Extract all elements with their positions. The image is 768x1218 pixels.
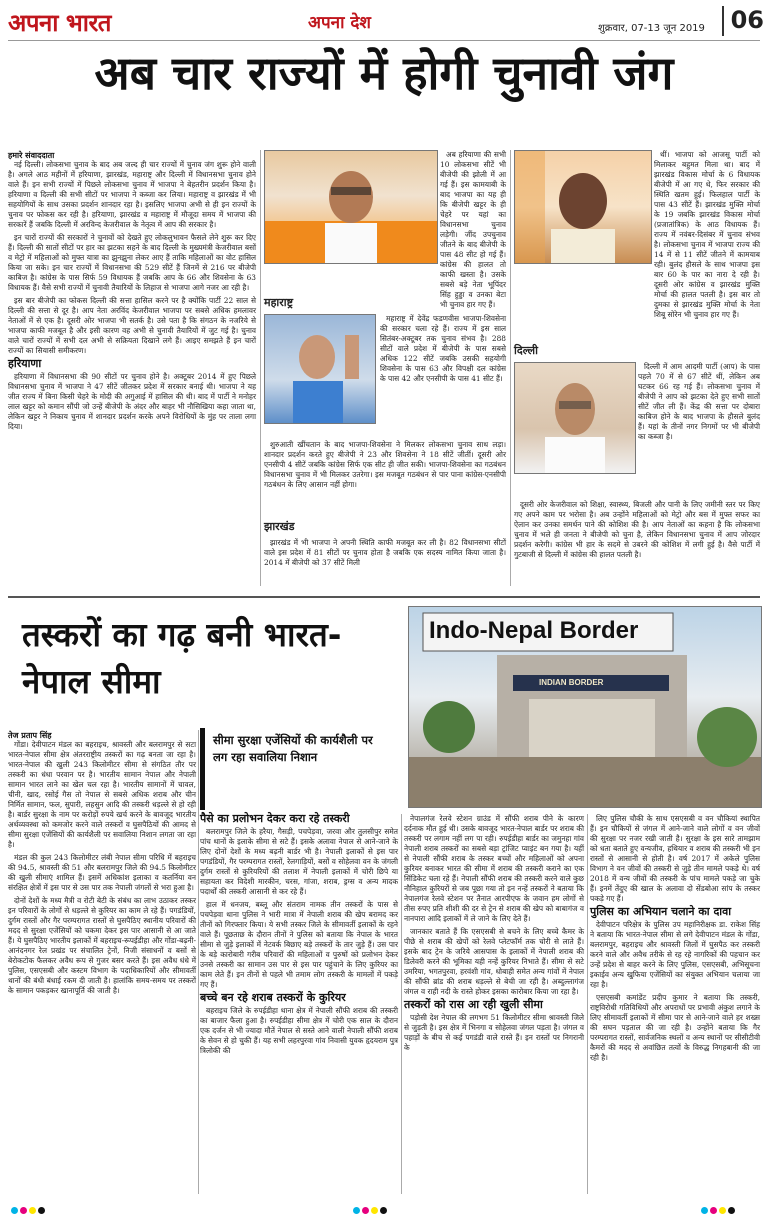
khattar-photo-art — [265, 315, 375, 423]
delhi-subhead: दिल्ली — [514, 344, 538, 357]
column-rule — [587, 814, 588, 1194]
jharkhand-paragraph: झारखंड में भी भाजपा ने अपनी स्थिति काफी मजबूत कर ली है। 82 विधानसभा सीटों वाले इस प्रदेश में 81 सीटों पर चुनाव होता है जबकि एक सदस्य नामित किया जाता है। 2014 में बीजेपी को 37 सीटें मिली — [264, 538, 506, 567]
delhi-paragraph: दिल्ली में आम आदमी पार्टी (आप) के पास पहले 70 में से 67 सीटें थीं, लेकिन अब घटकर 66 रह गई हैं। लोकसभा चुनाव में बीजेपी ने आप को झटका देते हुए सभी सातों सीटें जीत ली हैं। केंद्र की सत्ता पर दोबारा काबिज होने के बाद भाजपा के हौसले बुलंद हैं। यहां के तीनों नगर निगमों पर भी बीजेपी का कब्जा है। — [638, 362, 760, 441]
story2-headline: तस्करों का गढ़ बनी भारत-नेपाल सीमा — [22, 615, 342, 701]
column-rule — [401, 814, 402, 1194]
delhi-paragraph-2: दूसरी ओर केजरीवाल को शिक्षा, स्वास्थ्य, बिजली और पानी के लिए जमीनी स्तर पर किए गए अपने काम पर भरोसा है। अब उन्होंने महिलाओं को मेट्रो और बस में मुफ्त सफर का ऐलान कर उनका समर्थन पाने की कोशिश की है। आप नेताओं का कहना है कि लोकसभा चुनाव में भले ही जनता ने बीजेपी को चुना है, लेकिन विधानसभा चुनाव में आप जोरदार प्रदर्शन करेगी। कांग्रेस भी हार के सदमे से उबरने की कोशिश में लगी हुई है। वैसे पार्टी में गुटबाजी से दिल्ली में कांग्रेस की हालत पतली है। — [514, 500, 760, 559]
story2-paragraph: लिए पुलिस चौकी के साथ एसएसबी व वन चौकियां स्थापित हैं। इन चौकियों से जंगल में आने-जाने वाले लोगों व वन जीवों की सुरक्षा पर नजर रखी जाती है। सुरक्षा के इस सारे तामझाम को धता बताते हुए वन्यजीव, हथियार व शराब की तस्करी भी इन रास्तों से आसानी से होती है। वर्ष 2017 में अकेले पुलिस विभाग ने वन जीवों की तस्करी से जुड़े तीन मामले पकड़े थे। वर्ष 2018 में वन्य जीवों की तस्करी के पांच मामले पकड़े जा चुके हैं। इनमें तेंदुए की खाल के अलावा दो सेंडबोआ सांप के तस्कर पकड़े गए हैं। — [590, 814, 760, 903]
story1-paragraph: अब हरियाणा की सभी 10 लोकसभा सीटें भी बीजेपी की झोली में आ गई हैं। इस कामयाबी के बाद भाजपा का यह ही कि बीजेपी खट्टर के ही चेहरे पर यहां का विधानसभा चुनाव लड़ेगी। जींद उपचुनाव जीतने के बाद बीजेपी के पास 48 सीट हो गई हैं। कांग्रेस की हालत तो काफी खस्ता है। उसके सबसे बड़े नेता भूपिंदर सिंह हुड्डा व उनका बेटा भी चुनाव हार गए हैं। — [440, 150, 506, 309]
jharkhand-column — [264, 538, 506, 586]
story2-subhead: पुलिस का अभियान चलाने का दावा — [590, 905, 732, 918]
section-title: अपना देश — [308, 13, 371, 33]
story1-column-3a — [654, 150, 760, 319]
story1-paragraph: नई दिल्ली। लोकसभा चुनाव के बाद अब जल्द ही चार राज्यों में चुनाव जंग शुरू होने वाली है। अगले आठ महीनों में हरियाणा, झारखंड, महाराष्ट्र और दिल्ली में विधानसभा चुनाव होने वाले हैं। इन सभी राज्यों में पिछले लोकसभा चुनाव में भाजपा ने बेहतरीन प्रदर्शन किया है। हरियाणा व दिल्ली की सभी सीटों पर भाजपा ने कब्जा कर लिया। महाराष्ट्र व झारखंड में भी सहयोगियों के साथ उसका प्रदर्शन शानदार रहा है। इसलिए भाजपा अभी से ही इन राज्यों के चुनाव पर फोकस कर रही है। हरियाणा, झारखंड व महाराष्ट्र में मौजूदा समय में भाजपा की सरकारें हैं जबकि दिल्ली में अरविन्द केजरीवाल के नेतृत्व में आप की सरकार है। — [8, 160, 256, 229]
story2-column-1 — [8, 730, 196, 1194]
jharkhand-subhead: झारखंड — [264, 520, 295, 533]
raghubar-das-photo-art — [515, 151, 651, 263]
column-rule — [510, 150, 511, 586]
khattar-photo — [264, 314, 376, 424]
photo-arch-text: INDIAN BORDER — [539, 678, 604, 687]
main-headline: अब चार राज्यों में होगी चुनावी जंग — [94, 46, 674, 100]
story1-column-3b — [514, 268, 760, 340]
delhi-column-2 — [514, 500, 760, 586]
story2-subhead: तस्करों को रास आ रही खुली सीमा — [404, 998, 543, 1011]
raghubar-das-photo — [514, 150, 652, 264]
registration-dots-right — [700, 1199, 736, 1218]
column-rule — [260, 150, 261, 586]
story2-paragraph: हाल में धनजय, बब्लू और संतराम नामक तीन तस्करों के पास से पचपेड़वा थाना पुलिस ने भारी मात्रा में नेपाली शराब की खेप बरामद कर तीनों को गिरफ्तार किया। ये सभी तस्कर जिले के सीमावर्ती इलाकों के रहने वाले हैं। पूछताछ के दौरान तीनों ने पुलिस को बताया कि नेपाल के भारत सीमा से जुड़े इलाकों में नेटवर्क बिछाए बड़े तस्करों के तार जुड़े हैं। उस पार के बड़े कारोबारी गरीब परिवारों की महिलाओं व पुरुषों को प्रलोभन देकर उनसे तस्करी का सामान उस पार से इस पार पहुंचाने के लिए कुरियर का काम लेते हैं। इन तीनों से पहले भी तमाम लोग तस्करी के मामलों में पकड़े गए हैं। — [200, 900, 398, 989]
story2-paragraph: देवीपाटन परिक्षेत्र के पुलिस उप महानिरीक्षक डा. राकेश सिंह ने बताया कि भारत-नेपाल सीमा से लगे देवीपाटन मंडल के गोंडा, बलरामपुर, बहराइच और श्रावस्ती जिलों में घुसपैठ कर तस्करी करने वाले और अवैध तरीके से रह रहे नागरिकों की पहचान कर उन्हें प्रदेश से बाहर करने के लिए पुलिस, एसएसबी, अभिसूचना इकाईव अन्य खुफिया एजेंसियों का संयुक्त अभियान चलाया जा रहा है। — [590, 920, 760, 989]
maharashtra-paragraph: महाराष्ट्र में देवेंद्र फडणवीस भाजपा-शिवसेना की सरकार चला रहे हैं। राज्य में इस साल सितंबर-अक्टूबर तक चुनाव संभव है। 288 सीटों वाले प्रदेश में बीजेपी के पास सबसे अधिक 122 सीटें जबकि उसकी सहयोगी शिवसेना के पास 63 और विपक्षी दल कांग्रेस के पास 42 और एनसीपी के पास 41 सीट हैं। — [380, 314, 506, 383]
story2-paragraph: बहराइच जिले के रुपईडीहा थाना क्षेत्र में नेपाली सौंफी शराब की तस्करी का बाजार फैला हुआ है। रुपईडीहा सीमा क्षेत्र में चोरी एक साल के दौरान एक दर्जन से भी ज्यादा मौतें नेपाल से सस्ते आने वाली नेपाली सौंफी शराब के सेवन से हो चुकी हैं। यह सभी लहरपुरवा गांव निवासी युवक हृदयराम पुत्र त्रिलोकी की — [200, 1006, 398, 1055]
story2-pullquote: सीमा सुरक्षा एजेंसियों की कार्यशैली पर लग रहा सवालिया निशान — [200, 728, 398, 810]
story1-paragraph: इस बार बीजेपी का फोकस दिल्ली की सत्ता हासिल करने पर है क्योंकि पार्टी 22 साल से दिल्ली की सत्ता से दूर है। आप नेता अरविंद केजरीवाल भाजपा पर सबसे अधिक हमलावर नेताओं में से एक है। दूसरी ओर भाजपा भी सतर्क है। उसे पता है कि संगठन के नजरिये से भाजपा काफी मजबूत है और इसी कारण वह अभी से चुनावी तैयारियों में जुट गई है। चुनाव वाले चारों राज्यों में सभी दल अभी से सक्रियता दिखाने लगे हैं। आइए समझते हैं इन चारों राज्यों का सियासी समीकरण। — [8, 296, 256, 355]
masthead — [8, 6, 764, 41]
registration-dots-left — [10, 1199, 46, 1218]
story1-column-1 — [8, 150, 256, 586]
story2-paragraph: दोनों देशों के मध्य मैत्री व रोटी बेटी के संबंध का लाभ उठाकर तस्कर इन परिवारों के लोगों से धड़ल्ले से कुरियर का काम ले रहे हैं। पगडंडियों, दुर्गम रास्तों और गैर परम्परागत रास्तों से घुसपैठिए स्थानीय परिवारों की मदद से सुरक्षा एजेंसियों को चकमा देकर इस पार आसानी से आ जाते हैं। ये घुसपैठिए भारतीय इलाकों में बहराइच-रूपईडीहा और गोंडा-बढ़नी-आनंदनगर रेल प्रखंड पर संचालित ट्रेनों, निजी संसाधनों व बसों से बेरोकटोक फैलकर अवैध रूप से गुजर बसर करते हैं। इस अवैध धंधे में पुलिस, एसएसबी और कस्टम विभाग के पदाधिकारियों और सीमावर्ती थानों की बंधी बंधाई रकम दी जाती है। हालांकि समय-समय पर तस्करों के सामान पकड़कर खानापूर्ति की जाती है। — [8, 896, 196, 995]
maharashtra-paragraph-2: शुरुआती खींचतान के बाद भाजपा-शिवसेना ने मिलकर लोकसभा चुनाव साथ लड़ा। शानदार प्रदर्शन करते हुए बीजेपी ने 23 और शिवसेना ने 18 सीटें जीतीं। दूसरी ओर एनसीपी 4 सीटें जबकि कांग्रेस सिर्फ एक सीट ही जीत सकी। भाजपा-शिवसेना का गठबंधन विधानसभा चुनाव में भी मिलकर उतरेगा। इस मजबूत गठबंधन से पार पाना कांग्रेस-एनसीपी गठबंधन के लिए आसान नहीं होगा। — [264, 440, 506, 489]
dateline: शुक्रवार, 07-13 जून 2019 — [598, 23, 705, 34]
maharashtra-subhead: महाराष्ट्र — [264, 296, 294, 309]
story2-column-2 — [200, 814, 398, 1194]
page-number: 06 — [722, 6, 764, 36]
story2-paragraph: नेपालगंज रेलवे स्टेशन ग्राउंड में सौंफी शराब पीने के कारण दर्दनाक मौत हुई थी। उसके बावजूद भारत-नेपाल बार्डर पर शराब की तस्करी पर लगाम नहीं लग पा रही। रुपईडीहा बार्डर का जमुनहा गांव नेपाली शराब तस्करों का सबसे बड़ा ट्रांजिट प्वाइंट बन गया है। यहीं से नेपाली सौंफी शराब के तस्कर बच्चों और महिलाओं को अपना कुरियर बनाकर भारत की सीमा में शराब की तस्करी कराने का एक सिंडिकेट चला रहे हैं। नेपाली सौंफी शराब की तस्करी करने वाले कुछ नौनिहाल कुरियरों से जब पूछा गया तो इन नन्हें तस्करों ने बताया कि नेपालगंज रेलवे स्टेशन पर तैनात आरपीएफ के जवान हम लोगों से तीस रुपए प्रति शीशी की दर से ट्रेन से शराब की खेप को बाबागंज व नानपारा आदि इलाकों में ले जाने के लिए देते हैं। — [404, 814, 584, 923]
story2-paragraph: बलरामपुर जिले के हरैया, गैसड़ी, पचपेड़वा, जरवा और तुलसीपुर समेत पांच थानों के इलाके सीमा से सटे हैं। इसके अलावा नेपाल से आने-जाने के लिए दोनों देशों के मध्य बढ़नी बार्डर भी है। नेपाली इलाकों से इस पार पगडंडियों, गैर परम्परागत रास्तों, रेलगाड़ियों, बसों व सोहेलवा वन के जंगली दुर्गम रास्तों से कुरियरियों की तलाश में नेपाली इलाकों में चोरी छिपे या सहायता कर विदेशी मारकीन, चरस, गांजा, शराब, ड्रग्स व अन्य मादक पदार्थों की तस्करी आसानी से कर रहे हैं। — [200, 827, 398, 896]
story2-column-3 — [404, 814, 584, 1194]
newspaper-brand: अपना भारत — [8, 9, 111, 37]
delhi-column — [638, 362, 760, 472]
haryana-paragraph: हरियाणा में विधानसभा की 90 सीटों पर चुनाव होने है। अक्टूबर 2014 में हुए पिछले विधानसभा चुनाव में भाजपा ने 47 सीटें जीतकर प्रदेश में सरकार बनाई थी। भाजपा ने यह जीत राज्य में बिना किसी चेहरे के मोदी की अगुआई में हासिल की थी। बाद में पार्टी ने मनोहर लाल खट्टर को कमान सौंपी जो उन्हें बीजेपी के अंदर और बाहर भी नौसिखिया कहा जाता था, लेकिन खट्टर ने निकाय चुनाव में शानदार प्रदर्शन करके अपने विरोधियों के मुंह पर ताला लगा दिया। — [8, 372, 256, 431]
story2-subhead: पैसे का प्रलोभन देकर करा रहे तस्करी — [200, 812, 350, 825]
story1-column-2a — [440, 150, 506, 309]
maharashtra-column — [380, 314, 506, 422]
story2-paragraph: गोंडा। देवीपाटन मंडल का बहराइच, श्रावस्ती और बलरामपुर से सटा भारत-नेपाल सीमा क्षेत्र अंतरराष्ट्रीय तस्करों का गढ़ बनता जा रहा है। भारत-नेपाल की खुली 243 किलोमीटर सीमा से संगठित तौर पर तस्करी का धंधा परवान पर है। भारतीय सामान नेपाल और नेपाली सामान भारत लाने का खेल चल रहा है। भारतीय सामानों में चावल, चीनी, खाद, रसोई गैस तो नेपाल से सबसे अधिक शराब और चीन निर्मित सामान, फल, सुपारी, लहसुन आदि की तस्करी धड़ल्ले से हो रही है। बार्डर सुरक्षा के नाम पर करोड़ों रुपये खर्च करने के बावजूद भारतीय अर्थव्यवस्था को कमजोर करने वाले तस्करों व घुसपैठियों की आमद से सीमा सुरक्षा एजेंसियों की कार्यशैली पर सवालिया निशान लगता जा रहा है। — [8, 740, 196, 849]
haryana-subhead: हरियाणा — [8, 357, 42, 370]
fadnavis-photo — [264, 150, 438, 264]
story2-byline: तेज प्रताप सिंह — [8, 730, 52, 740]
registration-dots-center — [352, 1199, 388, 1218]
fadnavis-photo-art — [265, 151, 437, 263]
story2-paragraph: एसएसबी कमांडेंट प्रदीप कुमार ने बताया कि तस्करी, राष्ट्रविरोधी गतिविधियों और अपराधों पर प्रभावी अंकुश लगाने के लिए सीमावर्ती इलाकों में सीमा पार से आने-जाने वाले हर शख्स की सघन पड़ताल की जा रही है। उन्होंने बताया कि गैर परम्परागत रास्तों, सार्वजनिक स्थलों व अन्य स्थानों पर सीसीटीवी कैमरों की मदद से अवांछित तत्वों के विरुद्ध निगहबानी की जा रही है। — [590, 993, 760, 1062]
photo-sign-text: Indo-Nepal Border — [429, 617, 639, 644]
print-registration-strip — [0, 1196, 768, 1210]
story1-byline: हमारे संवाददाता — [8, 150, 55, 160]
kejriwal-photo — [514, 362, 636, 474]
maharashtra-column-2 — [264, 440, 506, 520]
kejriwal-photo-art — [515, 363, 635, 473]
story2-paragraph: पड़ोसी देश नेपाल की लगभग 51 किलोमीटर सीमा श्रावस्ती जिले से जुड़ती है। इस क्षेत्र में भिनगा व सोहेलवा जंगल पड़ता है। जंगल व पहाड़ों के बीच से कई पगडंडी वाले रास्ते हैं। इन रास्तों पर निगरानी के — [404, 1013, 584, 1052]
jharkhand-continued: थीं। भाजपा को आजसू पार्टी को मिलाकर बहुमत मिला था। बाद में झारखंड विकास मोर्चा के 6 विधायक बीजेपी में आ गए थे, फिर सरकार की स्थिति खतम हुई। फिलहाल पार्टी के पास 43 सीटें हैं। झारखंड मुक्ति मोर्चा के 19 जबकि झारखंड विकास मोर्चा (प्रजातांत्रिक) के आठ विधायक हैं। राज्य में नवंबर-दिसंबर में चुनाव संभव है। लोकसभा चुनाव में भाजपा राज्य की 14 में से 11 सीटें जीतने में कामयाब रही। बुलंद हौसले के साथ भाजपा इस बार 60 के पार का नारा दे रही है। दूसरी ओर कांग्रेस व झारखंड मुक्ति मोर्चा की हालत पतली है। इस बार तो दुमका से झारखंड मुक्ति मोर्चा के नेता शिबू सोरेन भी चुनाव हार गए हैं। — [654, 150, 760, 319]
story2-column-4 — [590, 814, 760, 1194]
story-separator — [8, 596, 760, 598]
column-rule — [198, 730, 199, 1194]
story2-subhead: बच्चे बन रहे शराब तस्करों के कुरियर — [200, 991, 346, 1004]
story1-column-2b — [264, 268, 506, 298]
story2-paragraph: जानकार बताते हैं कि एसएसबी से बचने के लिए बच्चे कैमर के पीछे से शराब की खेपों को रेलवे प्लेटफॉर्म तक चोरी से लाते हैं। इसके बाद ट्रेन के जरिये आसपास के इलाकों में नेपाली शराब की डिलेवरी करने की भूमिका यही नन्हें कुरियर निभाते हैं। सीमा से सटे उमरिया, भगतपुरवा, हरवंशी गांव, धोबाही समेत अन्य गांवों में नेपाल की सौंफी ब्रांड की शराब धड़ल्ले से बेची जा रही है। अब्दुल्लागंज जंगल व राही नदी के रास्ते होकर इसका कारोबार किया जा रहा है। — [404, 927, 584, 996]
story1-paragraph: इन चारों राज्यों की सरकारों ने चुनावों को देखते हुए लोकलुभावन फैसले लेने शुरू कर दिए हैं। दिल्ली की सातों सीटों पर हार का झटका सहने के बाद दिल्ली के मुख्यमंत्री केजरीवाल बसों व मेट्रो में महिलाओं को मुफ्त यात्रा का झुनझुना लेकर आए हैं ताकि महिलाओं का वोट हासिल किया जा सके। इन चार राज्यों में विधानसभा की 529 सीटें हैं जिनमें से 216 पर बीजेपी काबिज है। कांग्रेस के पास सिर्फ 59 विधायक हैं जबकि आप के 66 और शिवसेना के 63 विधायक हैं। वैसे सभी राज्यों में चुनावी तैयारियों के लिहाज से भाजपा आगे नजर आ रही है। — [8, 233, 256, 292]
story2-paragraph: मंडल की कुल 243 किलोमीटर लंबी नेपाल सीमा परिधि में बहराइच की 94.5, श्रावस्ती की 51 और बलरामपुर जिले की 94.5 किलोमीटर की खुली सीमाएं शामिल हैं। इसमें अधिकांश इलाका व कतर्निया वन संरक्षित क्षेत्रों में इस पार से उस पार तक नेपाली जंगलों से भरा हुआ है। — [8, 853, 196, 892]
border-photo — [408, 606, 762, 808]
